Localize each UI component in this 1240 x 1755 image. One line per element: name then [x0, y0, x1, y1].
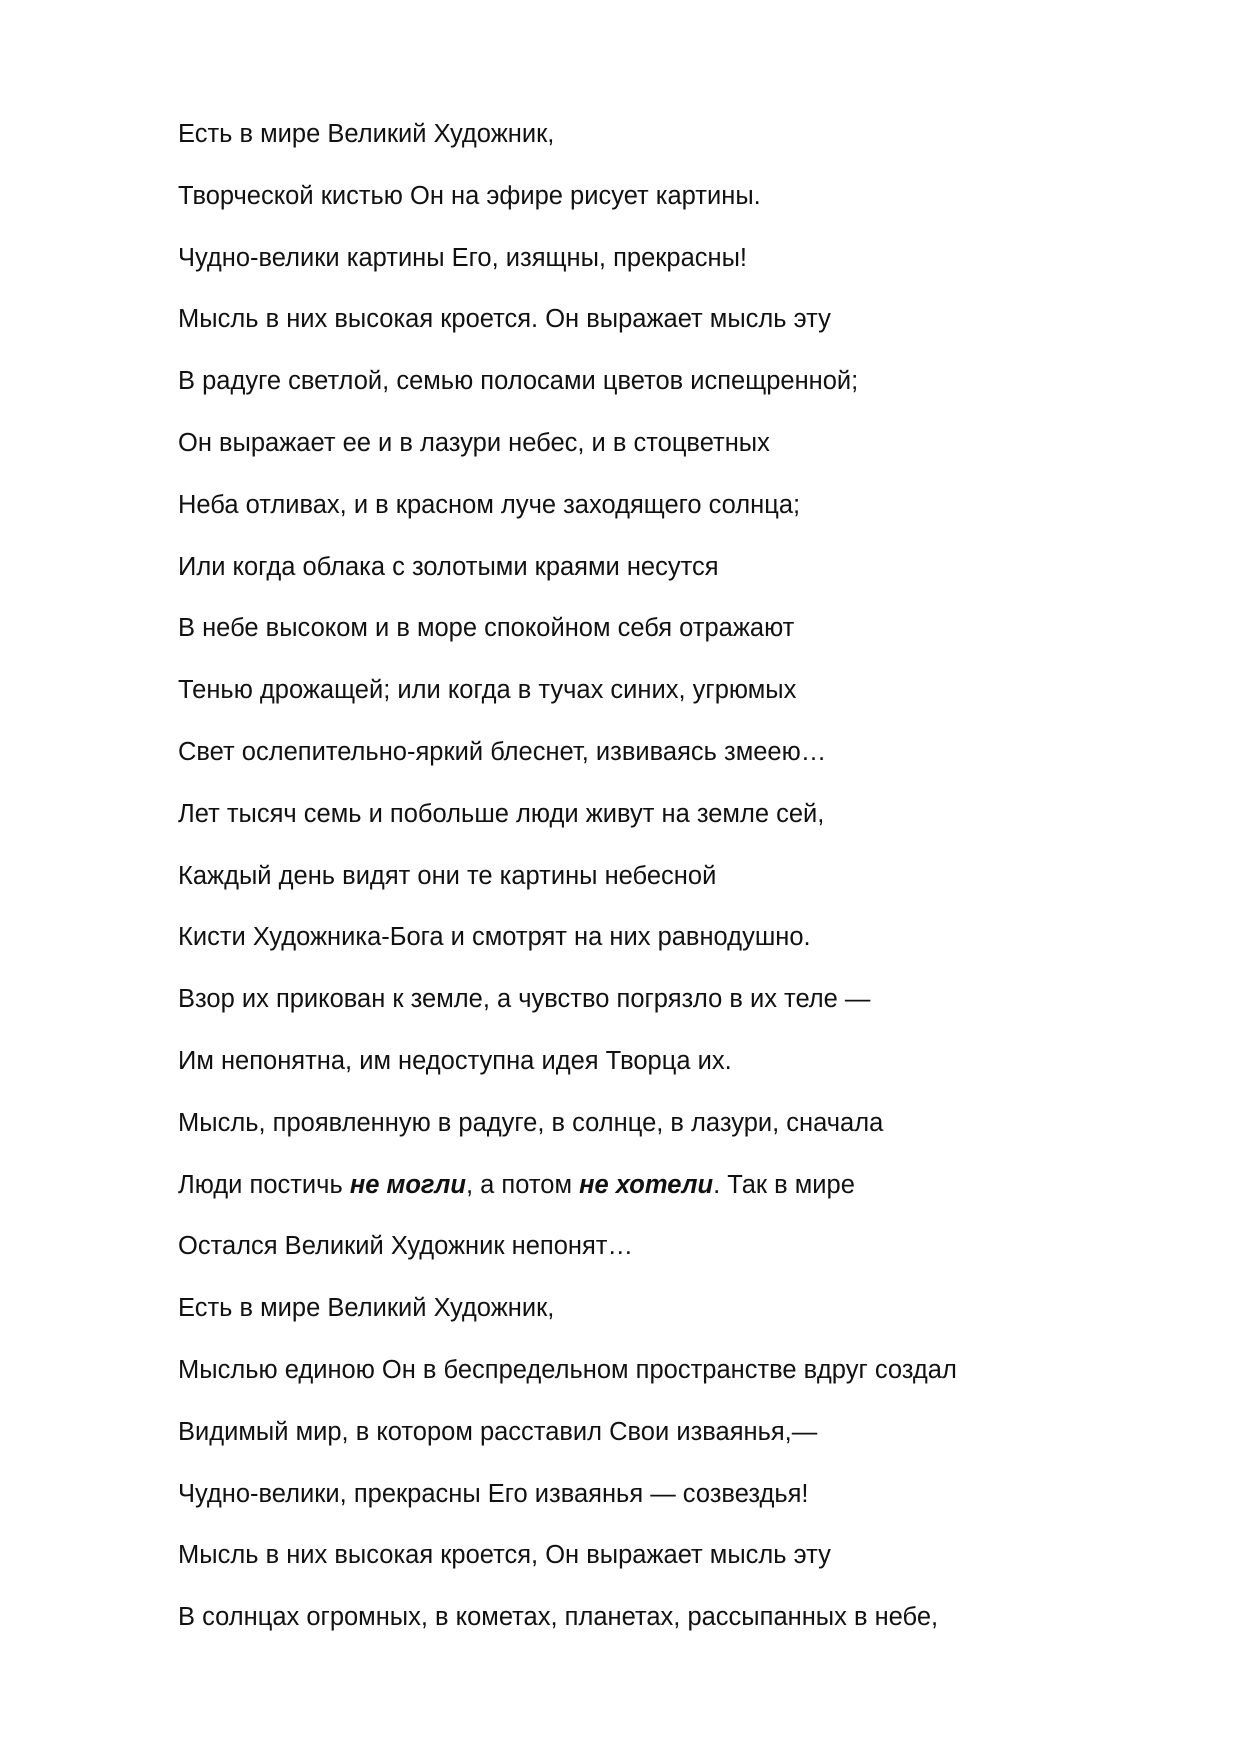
- line-text: Неба отливах, и в красном луче заходящего солнца;: [178, 490, 801, 519]
- line-text: Мысль в них высокая кроется, Он выражает мысль эту: [178, 1541, 831, 1570]
- poem-line: [178, 1355, 1178, 1385]
- line-text: Есть в мире Великий Художник,: [178, 1294, 555, 1323]
- line-text: Видимый мир, в котором расставил Свои изваянья,—: [178, 1417, 818, 1446]
- emphasized-text: не хотели: [579, 1170, 714, 1199]
- line-text: . Так в мире: [713, 1170, 855, 1199]
- poem-line: [178, 1293, 1178, 1323]
- poem-line: [178, 613, 1178, 643]
- poem-line: [178, 552, 1178, 582]
- line-text: Мысль в них высокая кроется. Он выражает мысль эту: [178, 305, 831, 334]
- poem-line: [178, 861, 1178, 891]
- line-text: В солнцах огромных, в кометах, планетах, рассыпанных в небе,: [178, 1603, 939, 1632]
- poem-line: [178, 737, 1178, 767]
- poem-line: [178, 1602, 1178, 1632]
- poem-line: [178, 181, 1178, 211]
- poem-line: [178, 304, 1178, 334]
- poem-text: [178, 119, 1178, 1664]
- poem-line: [178, 922, 1178, 952]
- poem-line: [178, 366, 1178, 396]
- line-text: Кисти Художника-Бога и смотрят на них равнодушно.: [178, 923, 811, 952]
- poem-line: [178, 1540, 1178, 1570]
- poem-line: [178, 119, 1178, 149]
- line-text: Творческой кистью Он на эфире рисует картины.: [178, 181, 761, 210]
- line-text: Мысль, проявленную в радуге, в солнце, в лазури, сначала: [178, 1108, 884, 1137]
- line-text: В небе высоком и в море спокойном себя отражают: [178, 614, 795, 643]
- line-text: Свет ослепительно-яркий блеснет, извиваясь змеею…: [178, 737, 827, 766]
- poem-line: [178, 984, 1178, 1014]
- poem-line: [178, 1046, 1178, 1076]
- line-text: Люди постичь: [178, 1170, 350, 1199]
- poem-line: [178, 1479, 1178, 1509]
- line-text: В радуге светлой, семью полосами цветов испещренной;: [178, 367, 859, 396]
- poem-line: [178, 1170, 1178, 1200]
- poem-line: [178, 1417, 1178, 1447]
- line-text: Остался Великий Художник непонят…: [178, 1232, 633, 1261]
- line-text: Лет тысяч семь и побольше люди живут на земле сей,: [178, 799, 825, 828]
- poem-line: [178, 243, 1178, 273]
- line-text: Каждый день видят они те картины небесной: [178, 861, 717, 890]
- line-text: Чудно-велики, прекрасны Его изваянья — созвездья!: [178, 1479, 809, 1508]
- line-text: Тенью дрожащей; или когда в тучах синих, угрюмых: [178, 676, 797, 705]
- line-text: Или когда облака с золотыми краями несутся: [178, 552, 719, 581]
- poem-line: [178, 1231, 1178, 1261]
- poem-line: [178, 490, 1178, 520]
- line-text: Взор их прикован к земле, а чувство погрязло в их теле —: [178, 985, 871, 1014]
- poem-line: [178, 428, 1178, 458]
- line-text: Им непонятна, им недоступна идея Творца их.: [178, 1046, 732, 1075]
- line-text: Мыслью единою Он в беспредельном пространстве вдруг создал: [178, 1355, 957, 1384]
- line-text: Есть в мире Великий Художник,: [178, 120, 555, 148]
- emphasized-text: не могли: [349, 1170, 466, 1199]
- line-text: Чудно-велики картины Его, изящны, прекрасны!: [178, 243, 748, 272]
- line-text: , а потом: [466, 1170, 580, 1199]
- poem-line: [178, 1108, 1178, 1138]
- poem-line: [178, 675, 1178, 705]
- line-text: Он выражает ее и в лазури небес, и в стоцветных: [178, 428, 770, 457]
- poem-line: [178, 799, 1178, 829]
